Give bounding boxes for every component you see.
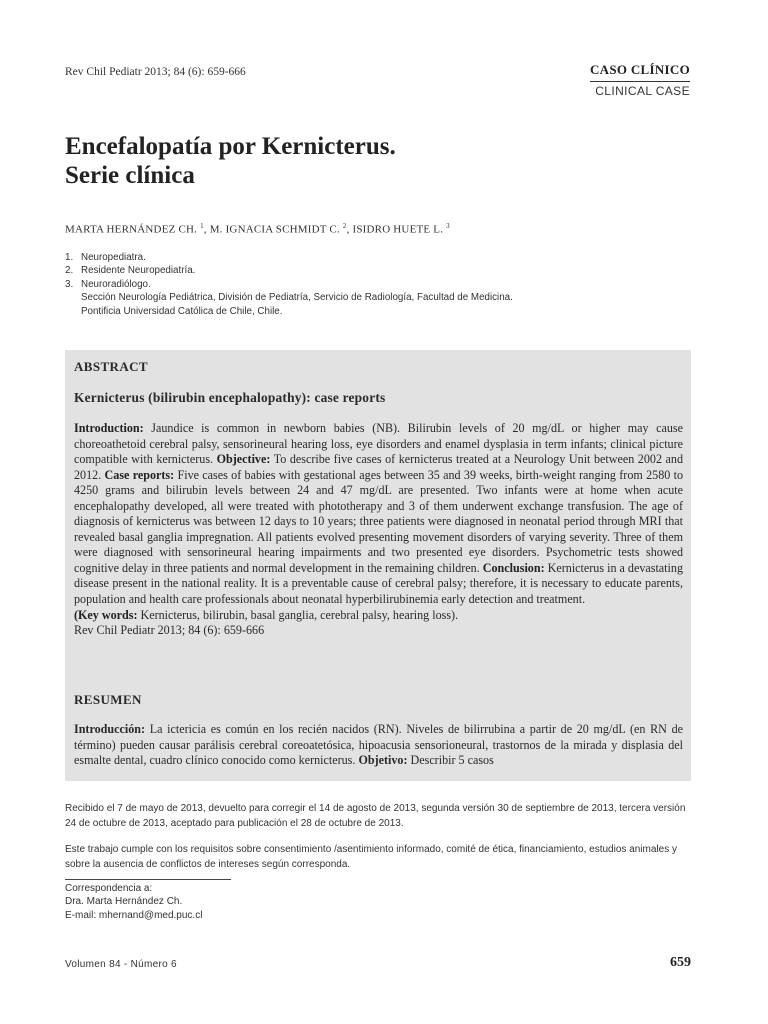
correspondence-divider bbox=[65, 879, 231, 880]
received-dates: Recibido el 7 de mayo de 2013, devuelto para corregir el 14 de agosto de 2013, segunda versión 30 de septiembre de 2013, tercera versión 24 de octubre de 2013, aceptado para publicación el 28 de octubre de 2013. bbox=[65, 803, 686, 830]
title-line-1: Encefalopatía por Kernicterus. bbox=[65, 133, 396, 160]
section-label-english: CLINICAL CASE bbox=[595, 84, 690, 98]
keywords: (Key words: Kernicterus, bilirubin, basal ganglia, cerebral palsy, hearing loss). bbox=[74, 607, 459, 622]
intro-label: Introduction: bbox=[74, 421, 144, 435]
resumen-heading: RESUMEN bbox=[74, 692, 142, 707]
correspondence-email[interactable]: E-mail: mhernand@med.puc.cl bbox=[65, 909, 203, 921]
case-reports-label: Case reports: bbox=[104, 467, 175, 482]
keywords-label: (Key words: bbox=[74, 607, 138, 622]
affiliation-department: Sección Neurología Pediátrica, División de Pediatría, Servicio de Radiología, Facultad de Medicina. bbox=[81, 292, 513, 304]
objective-label: Objective: bbox=[216, 452, 271, 467]
resumen-body: Introducción: La ictericia es común en los recién nacidos (RN). Niveles de bilirrubina a partir de 20 mg/dL (en RN de término) pueden causar parálisis cerebral coreoatetósica, hipoacusia sensorioneural, trastornos de la mirada y displasia del esmalte dental, cuadro clínico conocido como kernicterus. Objetivo: Describir 5 casos bbox=[74, 722, 683, 768]
author-2-affiliation: 2 bbox=[342, 222, 347, 230]
section-label bbox=[490, 62, 690, 98]
conclusion-label: Conclusion: bbox=[482, 560, 545, 575]
resumen-objective-label: Objetivo: bbox=[358, 753, 408, 768]
author-2: M. IGNACIA SCHMIDT C. bbox=[209, 223, 340, 236]
author-separator: , bbox=[203, 223, 210, 236]
affiliations bbox=[65, 251, 513, 318]
author-separator: , bbox=[346, 223, 353, 236]
journal-reference: Rev Chil Pediatr 2013; 84 (6): 659-666 bbox=[65, 66, 246, 78]
ethics-compliance: Este trabajo cumple con los requisitos sobre consentimiento /asentimiento informado, comité de ética, financiamiento, estudios animales y sobre la ausencia de conflictos de intereses según corresponda. bbox=[65, 844, 677, 870]
affiliation-item: 3. Neuroradiólogo. bbox=[65, 278, 151, 290]
affiliation-item: 1. Neuropediatra. bbox=[65, 252, 146, 263]
author-1-affiliation: 1 bbox=[200, 222, 204, 230]
section-label-spanish: CASO CLÍNICO bbox=[589, 62, 690, 77]
author-3-affiliation: 3 bbox=[446, 222, 450, 230]
abstract-heading: ABSTRACT bbox=[74, 359, 148, 374]
correspondence bbox=[65, 882, 202, 922]
author-list bbox=[65, 222, 450, 236]
affiliation-university: Pontificia Universidad Católica de Chile, Chile. bbox=[81, 305, 283, 317]
title-line-2: Serie clínica bbox=[65, 162, 195, 189]
page-number: 659 bbox=[670, 955, 691, 970]
affiliation-item: 2. Residente Neuropediatría. bbox=[65, 265, 196, 277]
resumen-intro-label: Introducción: bbox=[74, 722, 146, 736]
author-1: MARTA HERNÁNDEZ CH. bbox=[65, 223, 198, 236]
abstract-body: Introduction: Jaundice is common in newborn babies (NB). Bilirubin levels of 20 mg/dL or higher may cause choreoathetoid cerebral palsy, sensorineural hearing loss, eye disorders and enamel dysplasia in term infants; clinical picture compatible with kernicterus. Objective: To describe five cases of kernicterus treated at a Neurology Unit between 2002 and 2012. Case reports: Five cases of babies with gestational ages between 35 and 39 weeks, birth-weight ranging from 2580 to 4250 grams and bilirubin levels between 24 and 47 mg/dL are presented. Two infants were at home when acute encephalopathy developed, all were treated with phototherapy and 3 of them underwent exchange transfusion. The age of diagnosis of kernicterus was between 12 days to 10 years; three patients were diagnosed in neonatal period through MRI that revealed basal ganglia impregnation. All patients evolved presenting movement disorders of varying severity. Three of them were diagnosed with sensorineural hearing impairments and two presented eye disorders. Psychometric tests showed cognitive delay in three patients and normal development in the remaining children. Conclusion: Kernicterus in a devastating disease present in the national reality. It is a preventable cause of cerebral palsy; therefore, it is necessary to educate parents, population and health care professionals about neonatal hyperbilirubinemia early detection and treatment. (Key words: Kernicterus, bilirubin, basal ganglia, cerebral palsy, hearing loss). Rev Chil Pediatr 2013; 84 (6): 659-666 bbox=[74, 421, 684, 638]
article-title bbox=[65, 132, 396, 190]
abstract-subtitle: Kernicterus (bilirubin encephalopathy): case reports bbox=[74, 390, 386, 405]
correspondence-label: Correspondencia a: bbox=[65, 883, 153, 894]
abstract-box bbox=[65, 350, 691, 781]
correspondence-name: Dra. Marta Hernández Ch. bbox=[65, 896, 183, 908]
author-3: ISIDRO HUETE L. bbox=[352, 223, 444, 236]
abstract-citation: Rev Chil Pediatr 2013; 84 (6): 659-666 bbox=[74, 623, 265, 638]
volume-issue: Volumen 84 - Número 6 bbox=[65, 959, 177, 970]
